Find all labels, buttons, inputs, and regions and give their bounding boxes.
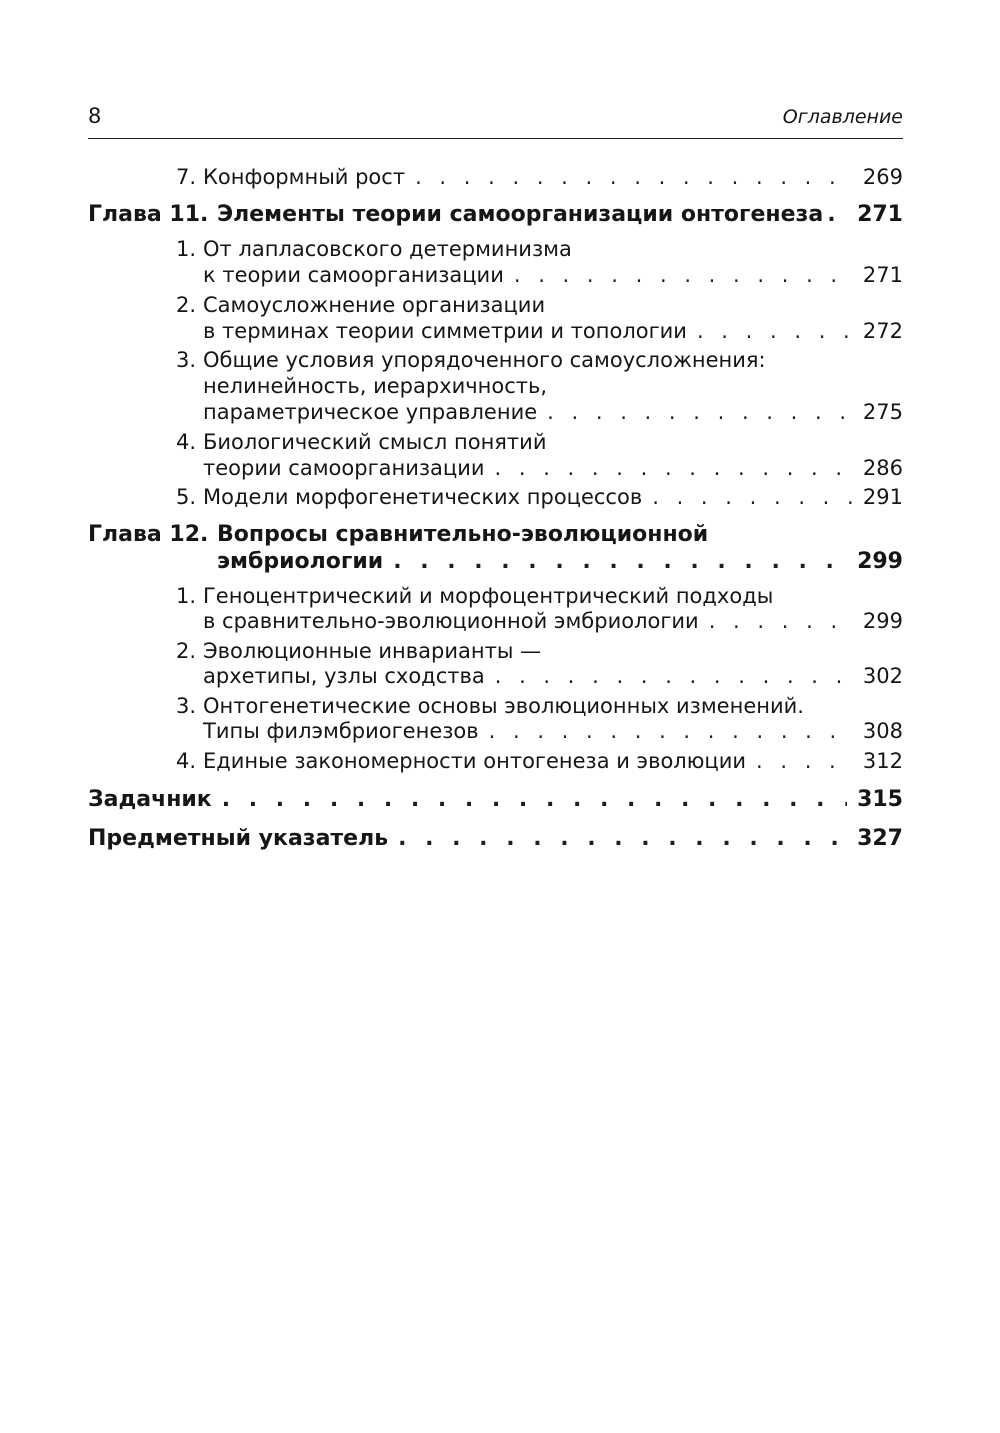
toc-entry-11-3[interactable] [203, 399, 903, 425]
toc-chapter-11[interactable] [217, 202, 903, 228]
chapter-11-label: Глава 11. [88, 202, 209, 227]
toc-entry-line [203, 429, 546, 455]
toc-entry-11-5[interactable] [203, 484, 903, 510]
toc-item-number: 1. [176, 237, 197, 261]
toc-page-number: 312 [862, 749, 903, 773]
toc-entry-title: к теории самоорганизации [203, 263, 504, 287]
toc-entry-12-4[interactable] [203, 748, 903, 774]
toc-item-number: 2. [176, 639, 197, 663]
toc-entry-title: в терминах теории симметрии и топологии [203, 319, 687, 343]
toc-entry-title: Самоусложнение организации [203, 293, 546, 317]
toc-entry-line [203, 373, 547, 399]
toc-entry-line [203, 638, 541, 664]
toc-entry-line [203, 693, 804, 719]
toc-page-number: 299 [857, 549, 903, 574]
toc-item-number: 1. [176, 584, 197, 608]
toc-page-number: 299 [862, 609, 903, 633]
leader-dots [547, 399, 853, 425]
toc-entry-line [203, 583, 773, 609]
toc-entry-title: Биологический смысл понятий [203, 430, 547, 454]
toc-page-number: 308 [862, 719, 903, 743]
chapter-title: эмбриологии [217, 549, 384, 574]
toc-page-number: 286 [862, 456, 903, 480]
chapter-title-line [217, 522, 708, 548]
toc-entry-title: Модели морфогенетических процессов [203, 485, 643, 509]
toc-subject-index[interactable] [88, 826, 903, 852]
toc-entry-title: нелинейность, иерархичность, [203, 374, 548, 398]
toc-page-number: 291 [862, 485, 903, 509]
toc-item-number: 3. [176, 348, 197, 372]
toc-entry-11-2[interactable] [203, 318, 903, 344]
leader-dots [697, 318, 853, 344]
toc-page-number: 271 [862, 263, 903, 287]
leader-dots [489, 718, 853, 744]
toc-entry-title: Геноцентрический и морфоцентрический подходы [203, 584, 774, 608]
running-head: Оглавление [782, 106, 903, 128]
toc-entry-line [203, 347, 766, 373]
toc-entry-line [203, 236, 572, 262]
toc-item-number: 2. [176, 293, 197, 317]
leader-dots [398, 826, 847, 852]
toc-entry-title: Единые закономерности онтогенеза и эволюции [203, 749, 746, 773]
toc-entry-12-3[interactable] [203, 718, 903, 744]
chapter-title: Элементы теории самоорганизации онтогенеза [217, 202, 824, 227]
toc-entry-line [203, 292, 545, 318]
toc-item-number: 5. [176, 485, 197, 509]
toc-page-number: 315 [857, 787, 903, 812]
toc-entry-11-4[interactable] [203, 455, 903, 481]
toc-entry-conformal-growth[interactable] [203, 164, 903, 190]
toc-entry-title: Онтогенетические основы эволюционных изменений. [203, 694, 804, 718]
toc-item-number: 3. [176, 694, 197, 718]
leader-dots [495, 663, 853, 689]
toc-page-number: 275 [862, 400, 903, 424]
page-number: 8 [88, 104, 102, 128]
leader-dots [514, 262, 853, 288]
leader-dots [222, 787, 847, 813]
toc-page-number: 302 [862, 664, 903, 688]
chapter-12-label: Глава 12. [88, 522, 209, 547]
toc-page-number: 327 [857, 826, 903, 851]
leader-dots [495, 455, 853, 481]
toc-page-number: 272 [862, 319, 903, 343]
leader-dots [393, 549, 847, 575]
toc-page-number: 269 [862, 165, 903, 189]
toc-entry-title: Конформный рост [203, 165, 406, 189]
leader-dots [652, 484, 853, 510]
leader-dots [756, 748, 853, 774]
section-title: Задачник [88, 787, 212, 812]
chapter-title: Вопросы сравнительно-эволюционной [217, 522, 709, 547]
toc-entry-title: Типы филэмбриогенезов [203, 719, 479, 743]
toc-entry-title: Общие условия упорядоченного самоусложнения: [203, 348, 766, 372]
toc-problems[interactable] [88, 787, 903, 813]
toc-entry-11-1[interactable] [203, 262, 903, 288]
toc-entry-12-2[interactable] [203, 663, 903, 689]
toc-chapter-12[interactable] [217, 549, 903, 575]
toc-item-number: 7. [176, 165, 197, 189]
toc-entry-title: теории самоорганизации [203, 456, 485, 480]
leader-dots [709, 608, 853, 634]
toc-entry-title: параметрическое управление [203, 400, 538, 424]
toc-page-number: 271 [857, 202, 903, 227]
leader-dots [415, 164, 853, 190]
leader-dots [827, 202, 851, 228]
toc-entry-12-1[interactable] [203, 608, 903, 634]
toc-item-number: 4. [176, 430, 197, 454]
toc-entry-title: в сравнительно-эволюционной эмбриологии [203, 609, 699, 633]
toc-entry-title: От лапласовского детерминизма [203, 237, 572, 261]
toc-entry-title: Эволюционные инварианты — [203, 639, 542, 663]
section-title: Предметный указатель [88, 826, 389, 851]
toc-entry-title: архетипы, узлы сходства [203, 664, 485, 688]
toc-item-number: 4. [176, 749, 197, 773]
